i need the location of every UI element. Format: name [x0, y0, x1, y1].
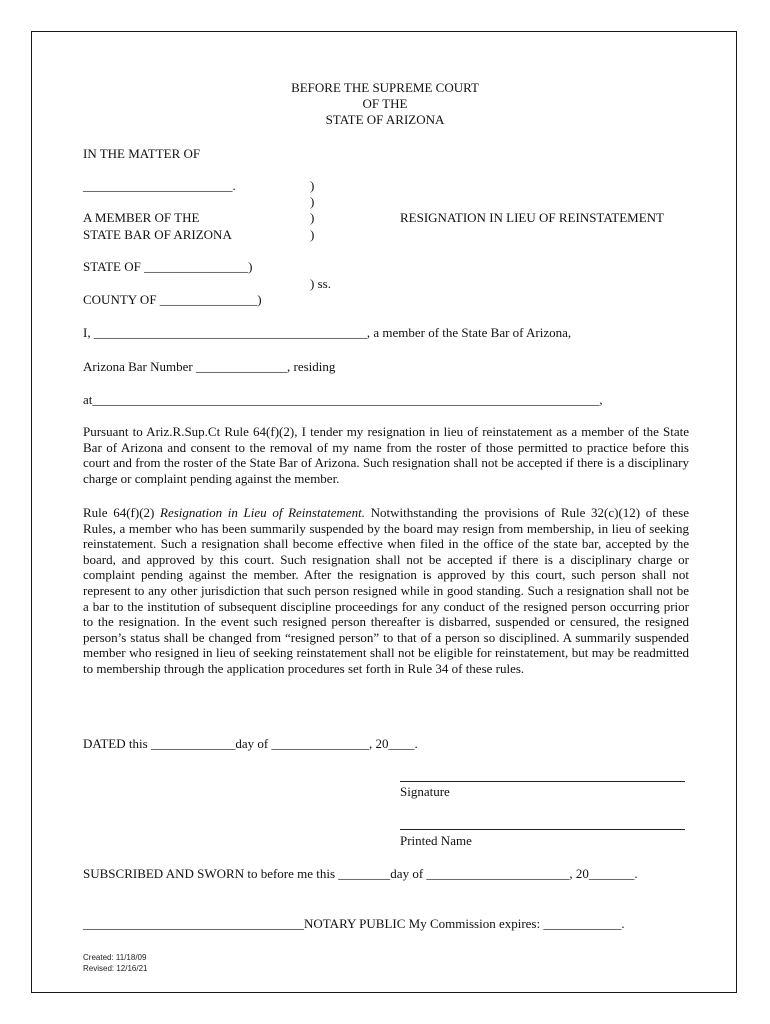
printed-name-line[interactable]: [400, 829, 685, 830]
ss-label: ) ss.: [310, 276, 331, 291]
court-heading-line3: STATE OF ARIZONA: [325, 112, 445, 127]
rule-prefix: Rule 64(f)(2): [83, 505, 161, 520]
bar-number-field[interactable]: Arizona Bar Number ______________, residing: [83, 359, 336, 374]
created-date: Created: 11/18/09: [83, 953, 147, 962]
notary-field[interactable]: __________________________________NOTARY PUBLIC My Commission expires: ____________.: [83, 916, 625, 931]
printed-name-label: Printed Name: [400, 833, 472, 848]
caption-paren: ): [310, 227, 315, 242]
rule-title: Resignation in Lieu of Reinstatement.: [160, 505, 365, 520]
revised-date: Revised: 12/16/21: [83, 964, 148, 973]
residence-field[interactable]: at______________________________________________________________________________,: [83, 392, 603, 407]
paragraph-rule: [83, 505, 689, 677]
caption-paren: ): [310, 210, 315, 225]
dated-field[interactable]: DATED this _____________day of _______________, 20____.: [83, 736, 418, 751]
member-line1: A MEMBER OF THE: [83, 210, 200, 225]
rule-body: Notwithstanding the provisions of Rule 32(c)(12) of these Rules, a member who has been summarily suspended by the board may resign from membership, in lieu of seeking reinstatement. Such a resignation shall become effective when filed in the office of the state bar, accepted by the board, and approved by this court. Such resignation shall not be accepted if there is a disciplinary charge or complaint pending against the member. After the resignation is approved by this court, such person shall not represent to any other jurisdiction that such person resigned while in good standing. Such a resignation shall not be a bar to the institution of subsequent discipline proceedings for any conduct of the resigned person occurring prior to the resignation. In the event such resigned person thereafter is disbarred, suspended or censured, the resigned person’s status shall be changed from “resigned person” to that of a person so disciplined. A summarily suspended member who resigned in lieu of seeking reinstatement shall not be eligible for reinstatement, but may be readmitted to membership through the application procedures set forth in Rule 34 of these rules.: [83, 505, 689, 676]
member-name-field[interactable]: _______________________.: [83, 178, 236, 193]
court-heading-line1: BEFORE THE SUPREME COURT: [291, 80, 479, 95]
court-heading-line2: OF THE: [362, 96, 408, 111]
in-the-matter-label: IN THE MATTER OF: [83, 146, 201, 161]
member-line2: STATE BAR OF ARIZONA: [83, 227, 232, 242]
caption-paren: ): [310, 178, 315, 193]
document-title: RESIGNATION IN LIEU OF REINSTATEMENT: [400, 210, 664, 225]
signature-line[interactable]: [400, 781, 685, 782]
signature-label: Signature: [400, 784, 450, 799]
state-of-field[interactable]: STATE OF ________________): [83, 259, 253, 274]
subscribed-sworn-field[interactable]: SUBSCRIBED AND SWORN to before me this ________day of ______________________, 20_______.: [83, 866, 638, 881]
county-of-field[interactable]: COUNTY OF _______________): [83, 292, 262, 307]
name-field[interactable]: I, __________________________________________, a member of the State Bar of Arizona,: [83, 325, 572, 340]
paragraph-tender: Pursuant to Ariz.R.Sup.Ct Rule 64(f)(2), I tender my resignation in lieu of reinstatement as a member of the State Bar of Arizona and consent to the removal of my name from the roster of those permitted to practice before this court and from the roster of the State Bar of Arizona. Such resignation shall not be accepted if there is a disciplinary charge or complaint pending against the member.: [83, 424, 689, 486]
caption-paren: ): [310, 194, 315, 209]
